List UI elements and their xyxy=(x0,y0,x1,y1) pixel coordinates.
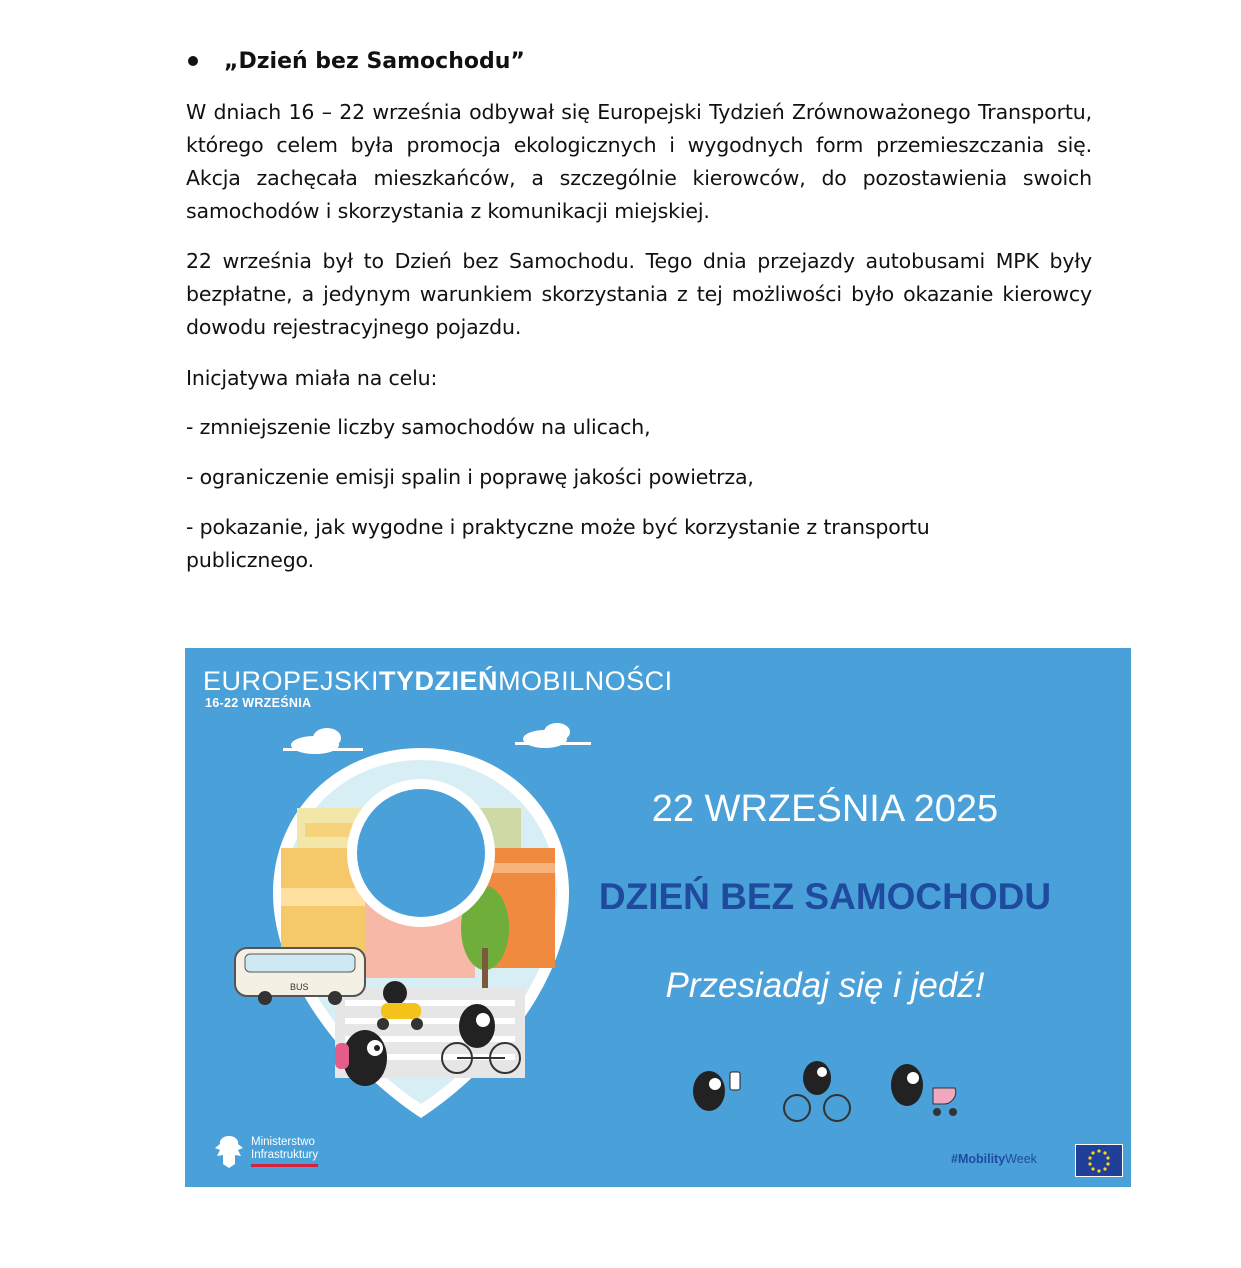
paragraph-3-wrap xyxy=(186,362,1092,395)
paragraph-goals-intro: Inicjatywa miała na celu: xyxy=(186,366,438,390)
mobility-week-poster xyxy=(185,648,1131,1187)
goal-item: - ograniczenie emisji spalin i poprawę jakości powietrza, xyxy=(186,465,754,489)
poster-title-part2: TYDZIEŃ xyxy=(379,666,499,696)
poster-headline: DZIEŃ BEZ SAMOCHODU xyxy=(598,876,1052,917)
ministry-logo xyxy=(213,1132,318,1170)
goal-2-wrap xyxy=(186,461,1092,494)
goal-1-wrap xyxy=(186,411,1092,444)
hashtag-part1: #Mobility xyxy=(951,1152,1006,1166)
eagle-emblem-icon xyxy=(213,1132,245,1170)
poster-title-part3: MOBILNOŚCI xyxy=(498,666,673,696)
paragraph-1-wrap xyxy=(186,96,1092,228)
stroller-parent-icon xyxy=(891,1064,957,1116)
hashtag-part2: Week xyxy=(1005,1152,1037,1166)
ministry-name xyxy=(251,1136,318,1167)
bus-label: BUS xyxy=(290,982,309,992)
eu-flag-icon xyxy=(1075,1144,1123,1177)
paragraph-free-transport: 22 września był to Dzień bez Samochodu. Tego dnia przejazdy autobusami MPK były bezpłatne, a jedynym warunkiem skorzystania z tej możliwości było okazanie kierowcy dowodu rejestracyjnego pojazdu. xyxy=(186,249,1092,339)
mobility-week-hashtag xyxy=(951,1152,1037,1166)
ministry-line-2: Infrastruktury xyxy=(251,1148,319,1161)
poster-dates: 16-22 WRZEŚNIA xyxy=(205,696,312,710)
ministry-line-1: Ministerstwo xyxy=(251,1135,315,1148)
goal-item: - zmniejszenie liczby samochodów na ulicach, xyxy=(186,415,651,439)
paragraph-2-wrap xyxy=(186,245,1092,344)
goal-3-wrap xyxy=(186,511,1006,577)
goal-item: - pokazanie, jak wygodne i praktyczne może być korzystanie z transportu publicznego. xyxy=(186,515,930,572)
eu-stars-icon xyxy=(1076,1145,1122,1176)
bike-rider-icon xyxy=(784,1061,850,1121)
paragraph-intro: W dniach 16 – 22 września odbywał się Europejski Tydzień Zrównoważonego Transportu, którego celem była promocja ekologicznych i wygodnych form przemieszczania się. Akcja zachęcała mieszkańców, a szczególnie kierowców, do pozostawienia swoich samochodów i skorzystania z komunikacji miejskiej. xyxy=(186,100,1092,223)
poster-title-part1: EUROPEJSKI xyxy=(203,666,380,696)
phone-user-icon xyxy=(693,1071,740,1111)
poster-slogan: Przesiadaj się i jedź! xyxy=(665,966,985,1005)
poster-date: 22 WRZEŚNIA 2025 xyxy=(651,788,999,830)
section-heading xyxy=(186,44,525,78)
heading-text: „Dzień bez Samochodu” xyxy=(224,48,525,74)
bus-icon xyxy=(235,948,365,1005)
bullet-icon xyxy=(188,56,198,66)
